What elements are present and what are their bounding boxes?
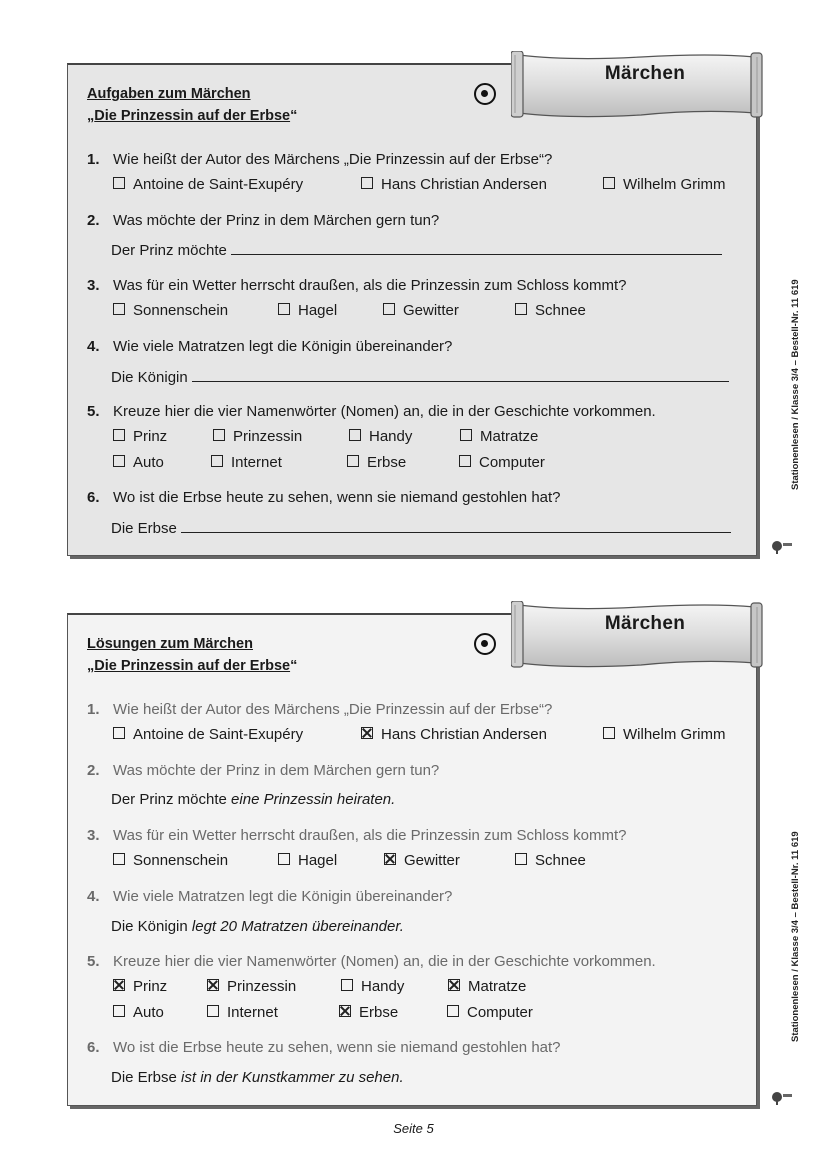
option-checkbox[interactable]: Wilhelm Grimm <box>603 725 726 745</box>
option-checkbox[interactable]: Antoine de Saint-Exupéry <box>113 175 303 195</box>
checked-box-icon[interactable] <box>361 727 373 739</box>
option-checkbox[interactable]: Prinzessin <box>207 977 296 997</box>
option-checkbox[interactable]: Gewitter <box>384 851 460 871</box>
option-checkbox[interactable]: Matratze <box>460 427 538 447</box>
question-4: 4. Wie viele Matratzen legt die Königin übereinander? <box>87 338 453 355</box>
answer-field[interactable]: Der Prinz möchte <box>111 240 722 261</box>
checkbox-icon[interactable] <box>113 853 125 865</box>
checkbox-icon[interactable] <box>447 1005 459 1017</box>
checkbox-icon[interactable] <box>361 177 373 189</box>
task-heading-line1: Aufgaben zum Märchen <box>87 86 251 102</box>
answer-blank[interactable] <box>231 240 722 255</box>
quote-open: „ <box>87 108 95 124</box>
option-checkbox[interactable]: Hagel <box>278 851 337 871</box>
option-checkbox[interactable]: Hagel <box>278 301 337 321</box>
target-icon <box>474 633 496 655</box>
scroll-icon <box>511 601 763 669</box>
question-3: 3. Was für ein Wetter herrscht draußen, als die Prinzessin zum Schloss kommt? <box>87 277 627 294</box>
question-5: 5. Kreuze hier die vier Namenwörter (Nomen) an, die in der Geschichte vorkommen. <box>87 403 656 420</box>
page-number: Seite 5 <box>393 1121 434 1136</box>
checkbox-icon[interactable] <box>113 177 125 189</box>
checkbox-icon[interactable] <box>113 303 125 315</box>
checkbox-icon[interactable] <box>515 303 527 315</box>
scroll-banner <box>511 51 763 119</box>
option-checkbox[interactable]: Auto <box>113 453 164 473</box>
checkbox-icon[interactable] <box>113 727 125 739</box>
option-checkbox[interactable]: Gewitter <box>383 301 459 321</box>
checkbox-icon[interactable] <box>459 455 471 467</box>
checkbox-icon[interactable] <box>213 429 225 441</box>
solution-heading-line1: Lösungen zum Märchen <box>87 636 253 652</box>
checked-box-icon[interactable] <box>207 979 219 991</box>
option-checkbox[interactable]: Sonnenschein <box>113 301 228 321</box>
answer-value: eine Prinzessin heiraten. <box>231 791 396 808</box>
question-2: 2. Was möchte der Prinz in dem Märchen gern tun? <box>87 762 440 779</box>
answer-text: Die Königin legt 20 Matratzen übereinander. <box>111 918 404 935</box>
checkbox-icon[interactable] <box>113 455 125 467</box>
question-1: 1. Wie heißt der Autor des Märchens „Die Prinzessin auf der Erbse“? <box>87 701 553 718</box>
publisher-logo-icon <box>771 537 793 555</box>
answer-blank[interactable] <box>192 367 729 382</box>
checkbox-icon[interactable] <box>113 429 125 441</box>
solution-card <box>67 613 757 1106</box>
option-checkbox[interactable]: Wilhelm Grimm <box>603 175 726 195</box>
answer-blank[interactable] <box>181 518 731 533</box>
option-checkbox[interactable]: Antoine de Saint-Exupéry <box>113 725 303 745</box>
option-checkbox[interactable]: Erbse <box>339 1003 398 1023</box>
scroll-banner <box>511 601 763 669</box>
question-4: 4. Wie viele Matratzen legt die Königin übereinander? <box>87 888 453 905</box>
solution-heading <box>87 633 297 677</box>
quote-close: “ <box>290 108 298 124</box>
checkbox-icon[interactable] <box>603 177 615 189</box>
option-checkbox[interactable]: Auto <box>113 1003 164 1023</box>
checked-box-icon[interactable] <box>113 979 125 991</box>
option-checkbox[interactable]: Schnee <box>515 301 586 321</box>
option-checkbox[interactable]: Prinz <box>113 427 167 447</box>
scroll-title: Märchen <box>604 613 686 634</box>
question-3: 3. Was für ein Wetter herrscht draußen, als die Prinzessin zum Schloss kommt? <box>87 827 627 844</box>
question-1: 1. Wie heißt der Autor des Märchens „Die Prinzessin auf der Erbse“? <box>87 151 553 168</box>
checkbox-icon[interactable] <box>341 979 353 991</box>
answer-text: Die Erbse ist in der Kunstkammer zu sehen. <box>111 1069 404 1086</box>
quote-close: “ <box>290 658 298 674</box>
option-checkbox[interactable]: Hans Christian Andersen <box>361 175 547 195</box>
checkbox-icon[interactable] <box>278 853 290 865</box>
solution-heading-title: Die Prinzessin auf der Erbse <box>94 658 291 674</box>
checkbox-icon[interactable] <box>383 303 395 315</box>
task-heading-title: Die Prinzessin auf der Erbse <box>94 108 291 124</box>
option-checkbox[interactable]: Schnee <box>515 851 586 871</box>
option-checkbox[interactable]: Hans Christian Andersen <box>361 725 547 745</box>
option-checkbox[interactable]: Prinz <box>113 977 167 997</box>
option-checkbox[interactable]: Prinzessin <box>213 427 302 447</box>
question-5: 5. Kreuze hier die vier Namenwörter (Nomen) an, die in der Geschichte vorkommen. <box>87 953 656 970</box>
option-checkbox[interactable]: Internet <box>207 1003 278 1023</box>
side-order-text: Stationenlesen / Klasse 3/4 – Bestell-Nr. 11 619 <box>790 831 801 1042</box>
scroll-icon <box>511 51 763 119</box>
question-2: 2. Was möchte der Prinz in dem Märchen gern tun? <box>87 212 440 229</box>
checkbox-icon[interactable] <box>603 727 615 739</box>
checkbox-icon[interactable] <box>211 455 223 467</box>
side-order-text: Stationenlesen / Klasse 3/4 – Bestell-Nr. 11 619 <box>790 279 801 490</box>
task-heading <box>87 83 297 127</box>
checked-box-icon[interactable] <box>448 979 460 991</box>
option-checkbox[interactable]: Computer <box>447 1003 533 1023</box>
checkbox-icon[interactable] <box>113 1005 125 1017</box>
option-checkbox[interactable]: Sonnenschein <box>113 851 228 871</box>
scroll-title: Märchen <box>604 63 686 84</box>
checkbox-icon[interactable] <box>460 429 472 441</box>
answer-text: Der Prinz möchte eine Prinzessin heiraten. <box>111 791 396 808</box>
checkbox-icon[interactable] <box>278 303 290 315</box>
answer-field[interactable]: Die Königin <box>111 367 729 388</box>
checkbox-icon[interactable] <box>349 429 361 441</box>
publisher-logo-icon <box>771 1088 793 1106</box>
checkbox-icon[interactable] <box>515 853 527 865</box>
option-checkbox[interactable]: Internet <box>211 453 282 473</box>
answer-value: ist in der Kunstkammer zu sehen. <box>181 1069 404 1086</box>
question-6: 6. Wo ist die Erbse heute zu sehen, wenn sie niemand gestohlen hat? <box>87 1039 561 1056</box>
target-icon <box>474 83 496 105</box>
option-checkbox[interactable]: Matratze <box>448 977 526 997</box>
checkbox-icon[interactable] <box>207 1005 219 1017</box>
checked-box-icon[interactable] <box>339 1005 351 1017</box>
option-checkbox[interactable]: Computer <box>459 453 545 473</box>
checked-box-icon[interactable] <box>384 853 396 865</box>
task-card <box>67 63 757 556</box>
question-6: 6. Wo ist die Erbse heute zu sehen, wenn sie niemand gestohlen hat? <box>87 489 561 506</box>
option-checkbox[interactable]: Handy <box>341 977 404 997</box>
quote-open: „ <box>87 658 95 674</box>
answer-field[interactable]: Die Erbse <box>111 518 731 539</box>
option-checkbox[interactable]: Handy <box>349 427 412 447</box>
option-checkbox[interactable]: Erbse <box>347 453 406 473</box>
checkbox-icon[interactable] <box>347 455 359 467</box>
answer-value: legt 20 Matratzen übereinander. <box>191 918 404 935</box>
